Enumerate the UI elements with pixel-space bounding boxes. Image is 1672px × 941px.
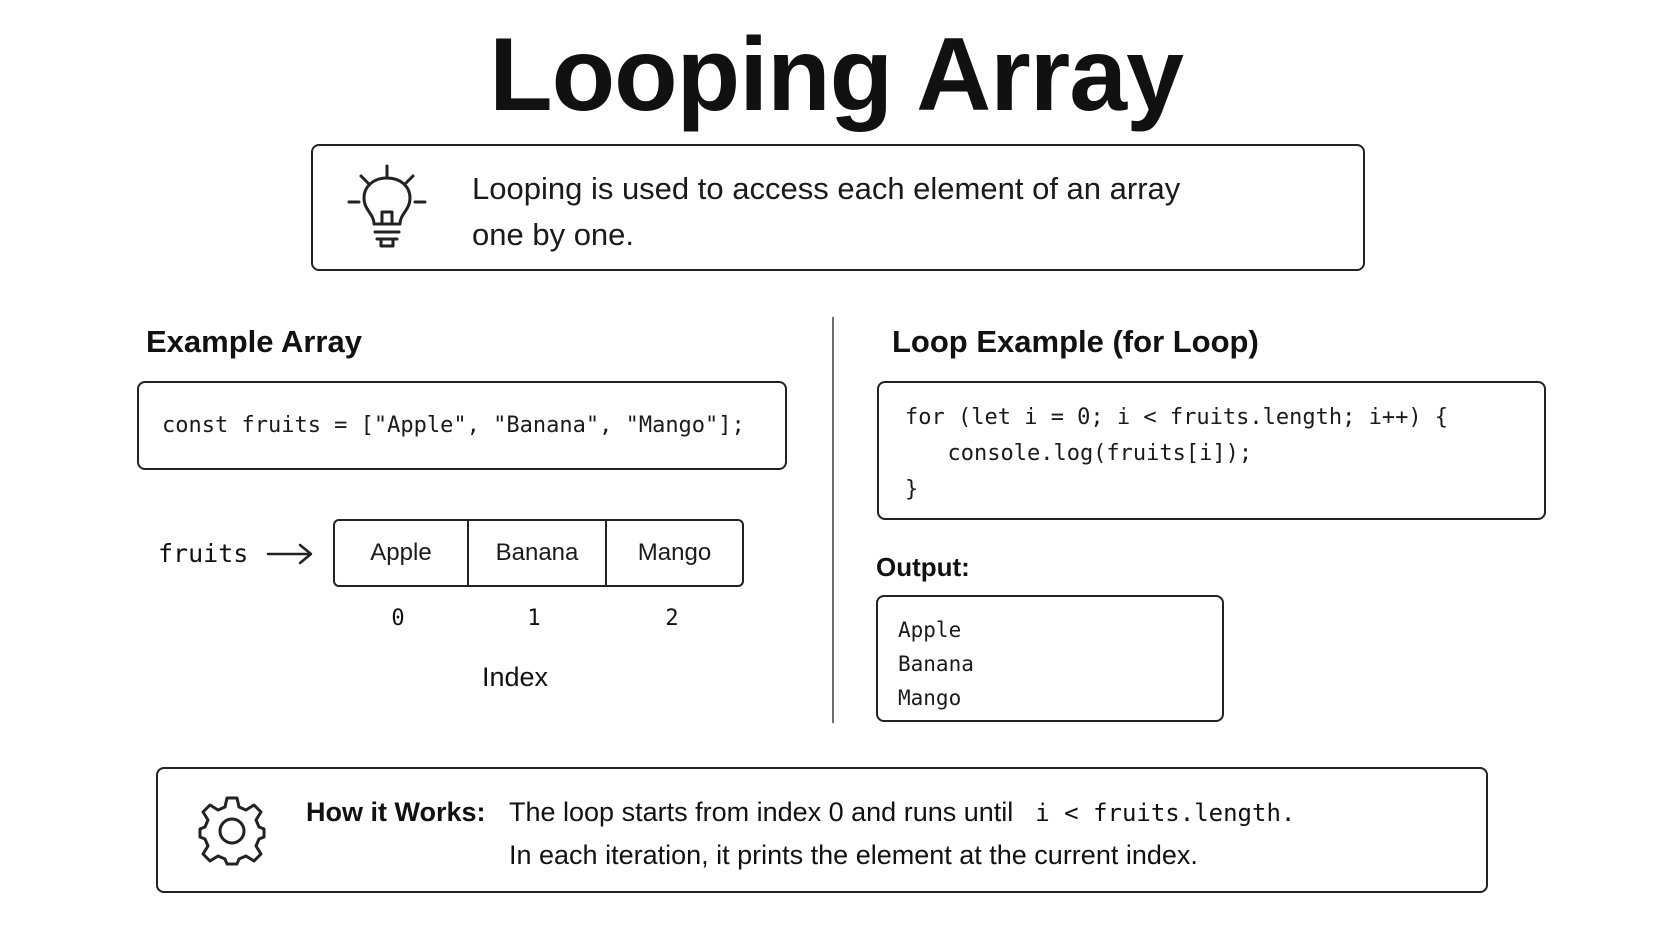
- array-diagram: [333, 519, 744, 587]
- page-title: Looping Array: [489, 17, 1183, 133]
- array-index: 0: [391, 606, 405, 631]
- info-text: [472, 166, 1332, 258]
- column-divider: [832, 317, 834, 723]
- how-line-1-text: The loop starts from index 0 and runs until: [509, 797, 1014, 827]
- array-cell: Banana: [469, 521, 607, 585]
- example-array-heading: Example Array: [146, 324, 362, 359]
- loop-code-box: [877, 381, 1546, 520]
- how-line-1-code: i < fruits.length.: [1035, 799, 1296, 827]
- how-it-works-line-1: [509, 793, 1295, 832]
- array-cell: Apple: [335, 521, 469, 585]
- gear-icon: [196, 795, 268, 867]
- array-code-line: const fruits = ["Apple", "Banana", "Mango"];: [162, 413, 745, 438]
- array-code-box: [137, 381, 787, 470]
- code-line: }: [905, 477, 919, 502]
- code-line: console.log(fruits[i]);: [921, 441, 1253, 466]
- code-line: for (let i = 0; i < fruits.length; i++) {: [905, 405, 1449, 430]
- output-line: Apple: [898, 618, 962, 642]
- info-line-1: Looping is used to access each element of an array: [472, 171, 1181, 206]
- output-box: [876, 595, 1224, 722]
- lightbulb-icon: [343, 162, 431, 254]
- how-it-works-title: How it Works:: [306, 797, 486, 827]
- array-index: 1: [527, 606, 541, 631]
- info-callout: [311, 144, 1365, 271]
- how-it-works-line-2: In each iteration, it prints the element at the current index.: [509, 840, 1198, 870]
- index-label: Index: [481, 662, 549, 692]
- output-line: Mango: [898, 686, 962, 710]
- arrow-right-icon: [266, 541, 314, 567]
- how-it-works-callout: [156, 767, 1488, 893]
- output-line: Banana: [898, 652, 974, 676]
- array-variable-label: fruits: [158, 539, 249, 568]
- info-line-2: one by one.: [472, 217, 635, 252]
- array-index: 2: [665, 606, 679, 631]
- loop-example-heading: Loop Example (for Loop): [892, 324, 1259, 359]
- array-cell: Mango: [637, 539, 712, 566]
- output-heading: Output:: [876, 552, 970, 582]
